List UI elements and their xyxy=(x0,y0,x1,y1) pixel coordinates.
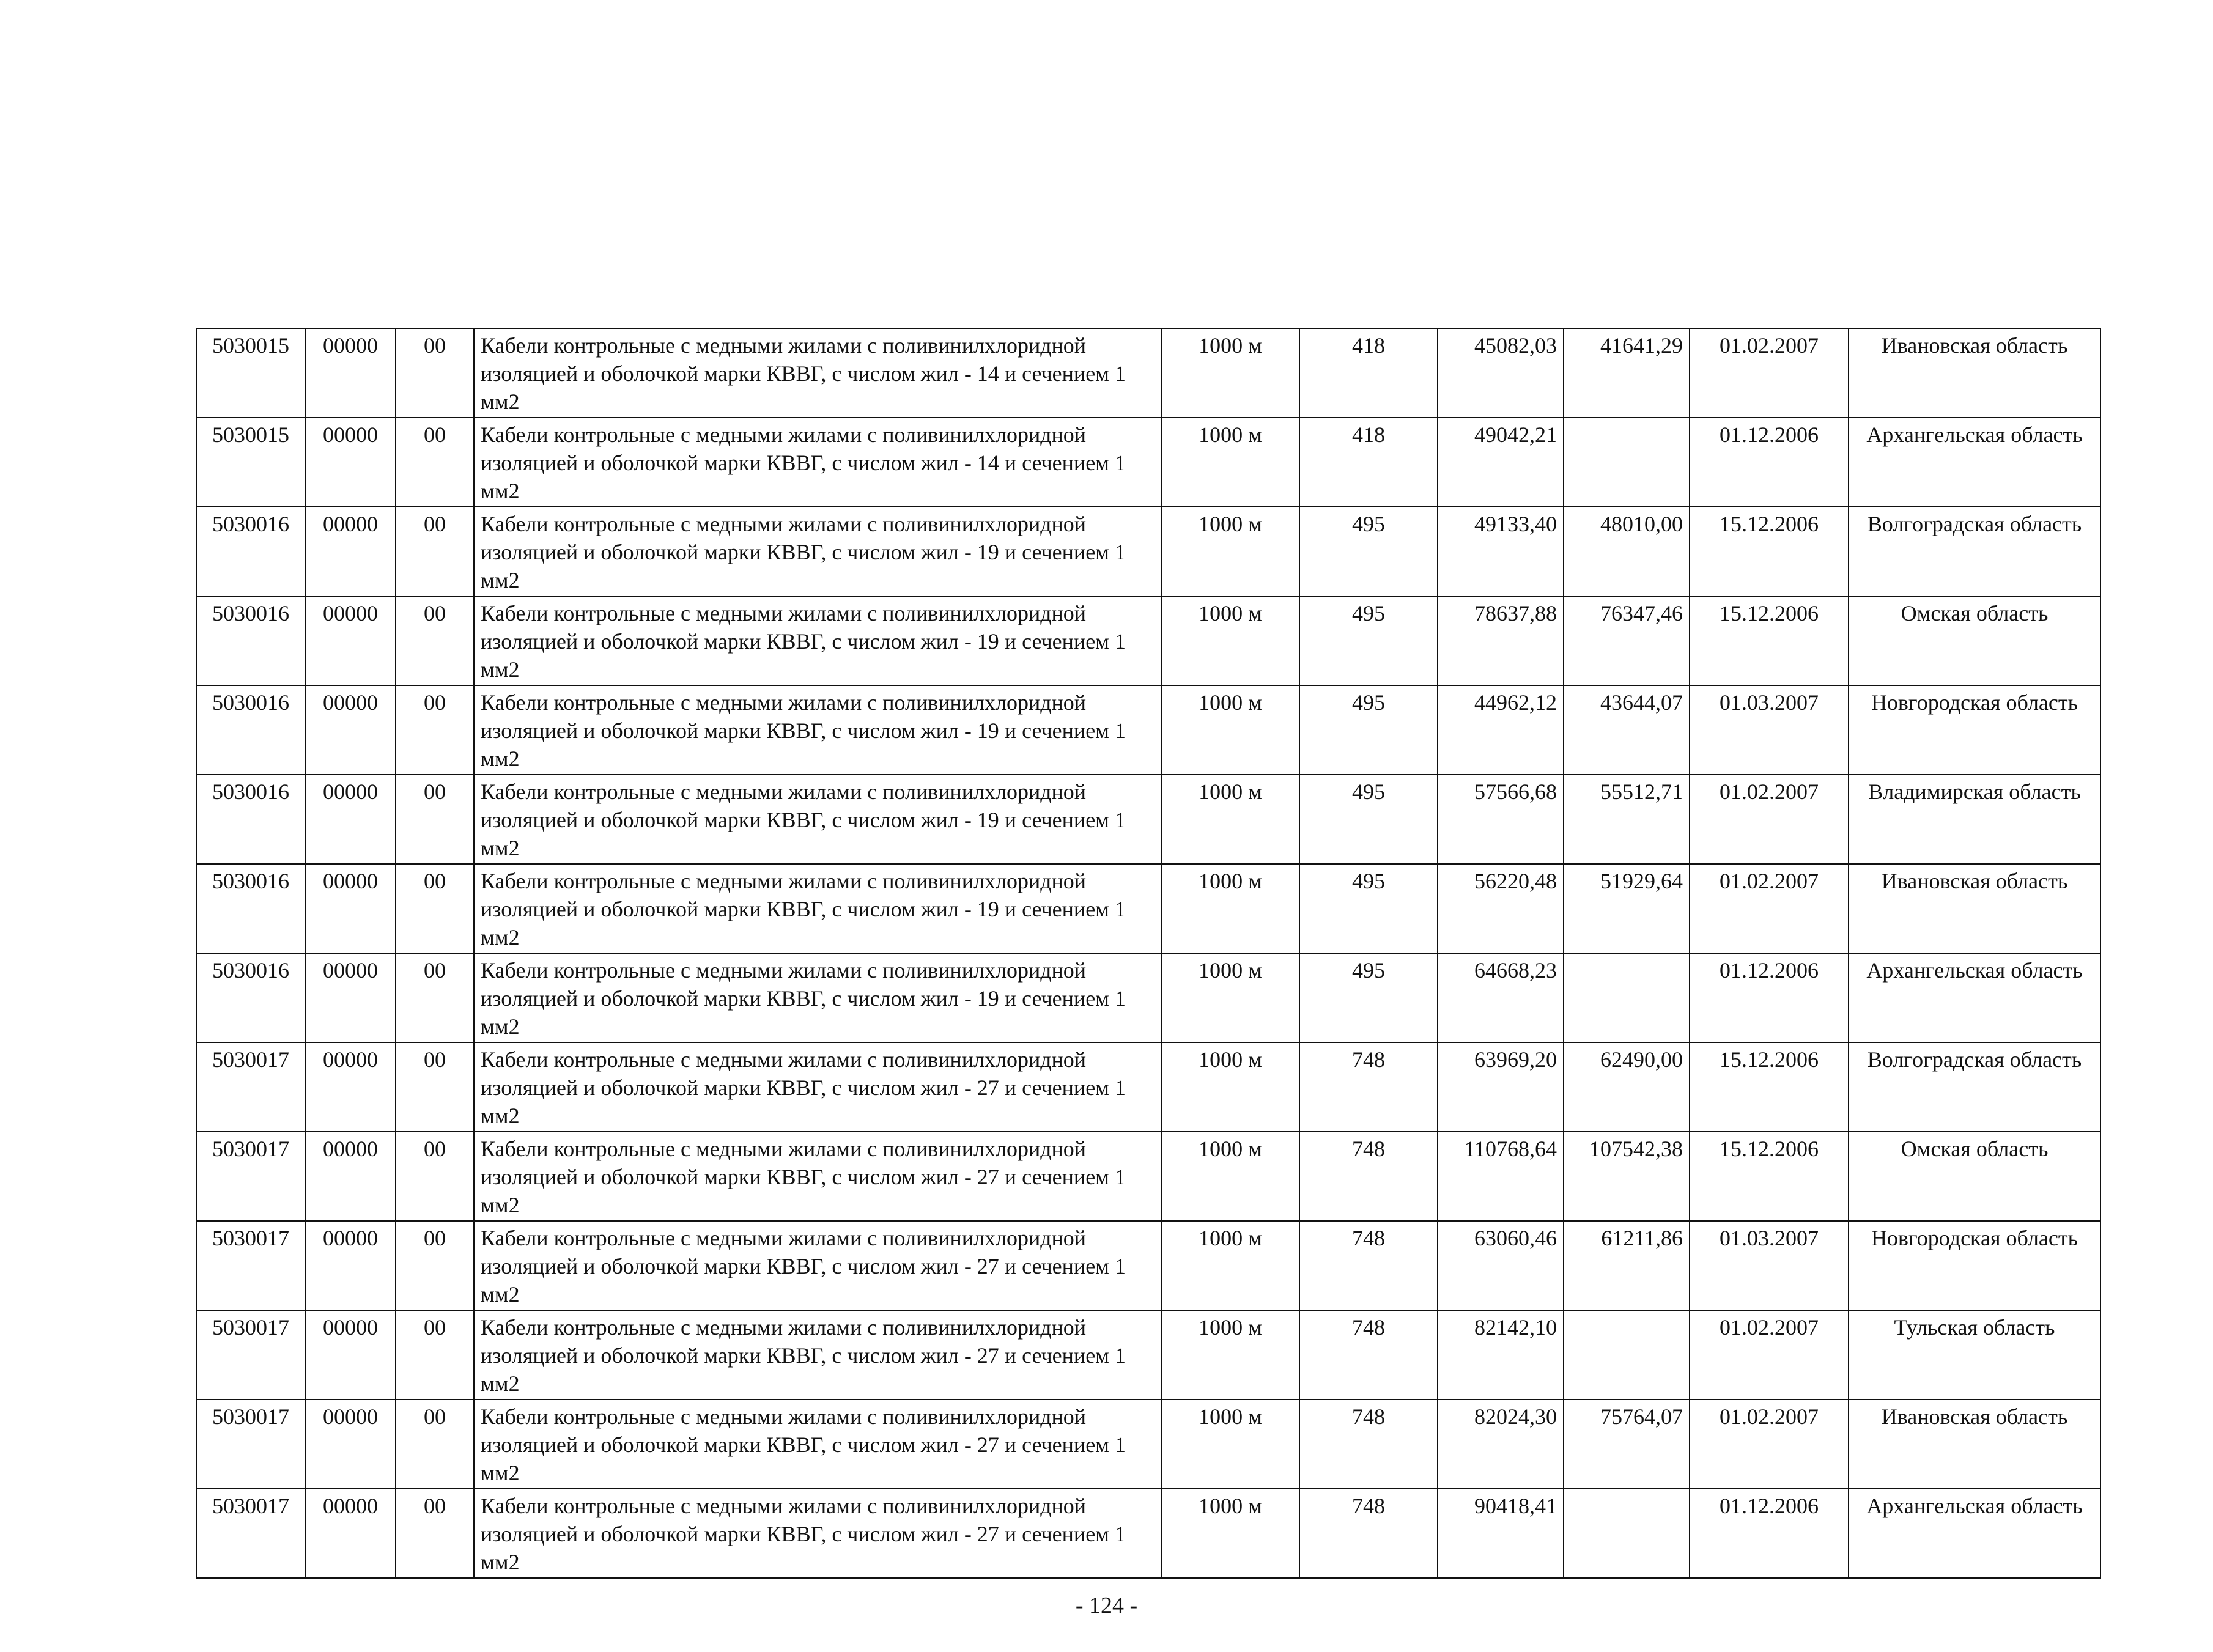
cell-date: 01.02.2007 xyxy=(1690,1310,1849,1399)
cell-unit: 1000 м xyxy=(1161,953,1299,1042)
cell-price: 82024,30 xyxy=(1438,1399,1564,1489)
cell-product-name: Кабели контрольные с медными жилами с поливинилхлоридной изоляцией и оболочкой марки КВВГ, с числом жил - 27 и сечением 1 мм2 xyxy=(474,1042,1161,1132)
cell-product-name: Кабели контрольные с медными жилами с поливинилхлоридной изоляцией и оболочкой марки КВВГ, с числом жил - 14 и сечением 1 мм2 xyxy=(474,418,1161,507)
cell-subcode: 00000 xyxy=(305,864,396,953)
cell-price: 49042,21 xyxy=(1438,418,1564,507)
table-row xyxy=(196,953,2100,1042)
cell-unit-code: 418 xyxy=(1299,328,1438,418)
cell-product-name: Кабели контрольные с медными жилами с поливинилхлоридной изоляцией и оболочкой марки КВВГ, с числом жил - 27 и сечением 1 мм2 xyxy=(474,1132,1161,1221)
cell-subcode: 00000 xyxy=(305,1132,396,1221)
cell-subcode: 00000 xyxy=(305,953,396,1042)
table-row xyxy=(196,1310,2100,1399)
cell-unit-code: 748 xyxy=(1299,1132,1438,1221)
cell-region: Омская область xyxy=(1849,596,2100,685)
cell-unit-code: 748 xyxy=(1299,1489,1438,1578)
cell-product-name: Кабели контрольные с медными жилами с поливинилхлоридной изоляцией и оболочкой марки КВВГ, с числом жил - 27 и сечением 1 мм2 xyxy=(474,1310,1161,1399)
cell-code: 5030017 xyxy=(196,1221,305,1310)
cell-code: 5030016 xyxy=(196,953,305,1042)
cell-price-2 xyxy=(1564,1310,1690,1399)
cell-unit: 1000 м xyxy=(1161,1399,1299,1489)
cell-region: Ивановская область xyxy=(1849,1399,2100,1489)
cell-price: 63060,46 xyxy=(1438,1221,1564,1310)
cell-date: 01.03.2007 xyxy=(1690,685,1849,775)
cell-price-2: 55512,71 xyxy=(1564,775,1690,864)
cell-unit-code: 418 xyxy=(1299,418,1438,507)
cell-product-name: Кабели контрольные с медными жилами с поливинилхлоридной изоляцией и оболочкой марки КВВГ, с числом жил - 27 и сечением 1 мм2 xyxy=(474,1399,1161,1489)
cell-price-2 xyxy=(1564,953,1690,1042)
cell-unit-code: 748 xyxy=(1299,1221,1438,1310)
cell-unit: 1000 м xyxy=(1161,1042,1299,1132)
cell-subcode: 00000 xyxy=(305,596,396,685)
cell-kind: 00 xyxy=(396,953,474,1042)
cell-date: 01.12.2006 xyxy=(1690,953,1849,1042)
cell-region: Архангельская область xyxy=(1849,418,2100,507)
cell-region: Архангельская область xyxy=(1849,1489,2100,1578)
cell-region: Омская область xyxy=(1849,1132,2100,1221)
table-row xyxy=(196,864,2100,953)
cell-subcode: 00000 xyxy=(305,1489,396,1578)
cell-date: 01.02.2007 xyxy=(1690,328,1849,418)
cell-kind: 00 xyxy=(396,1132,474,1221)
cell-region: Новгородская область xyxy=(1849,1221,2100,1310)
cell-unit-code: 495 xyxy=(1299,953,1438,1042)
cell-subcode: 00000 xyxy=(305,507,396,596)
cell-unit: 1000 м xyxy=(1161,1221,1299,1310)
cell-price-2: 61211,86 xyxy=(1564,1221,1690,1310)
cell-unit-code: 748 xyxy=(1299,1310,1438,1399)
table-row xyxy=(196,1132,2100,1221)
cell-product-name: Кабели контрольные с медными жилами с поливинилхлоридной изоляцией и оболочкой марки КВВГ, с числом жил - 14 и сечением 1 мм2 xyxy=(474,328,1161,418)
cell-date: 15.12.2006 xyxy=(1690,596,1849,685)
cell-kind: 00 xyxy=(396,1042,474,1132)
cell-date: 01.02.2007 xyxy=(1690,864,1849,953)
cell-date: 01.03.2007 xyxy=(1690,1221,1849,1310)
cell-unit: 1000 м xyxy=(1161,864,1299,953)
cell-subcode: 00000 xyxy=(305,1310,396,1399)
cell-region: Новгородская область xyxy=(1849,685,2100,775)
table-row xyxy=(196,418,2100,507)
cell-kind: 00 xyxy=(396,418,474,507)
cell-price: 110768,64 xyxy=(1438,1132,1564,1221)
cell-unit: 1000 м xyxy=(1161,418,1299,507)
cell-unit: 1000 м xyxy=(1161,328,1299,418)
cell-price: 45082,03 xyxy=(1438,328,1564,418)
cell-price-2: 107542,38 xyxy=(1564,1132,1690,1221)
cell-price: 90418,41 xyxy=(1438,1489,1564,1578)
cell-product-name: Кабели контрольные с медными жилами с поливинилхлоридной изоляцией и оболочкой марки КВВГ, с числом жил - 19 и сечением 1 мм2 xyxy=(474,507,1161,596)
cell-unit-code: 495 xyxy=(1299,775,1438,864)
cell-region: Тульская область xyxy=(1849,1310,2100,1399)
cell-kind: 00 xyxy=(396,864,474,953)
table-body xyxy=(196,328,2100,1578)
table-row xyxy=(196,507,2100,596)
cell-unit-code: 748 xyxy=(1299,1399,1438,1489)
cell-price-2: 41641,29 xyxy=(1564,328,1690,418)
cell-price-2: 43644,07 xyxy=(1564,685,1690,775)
cell-price: 44962,12 xyxy=(1438,685,1564,775)
cell-subcode: 00000 xyxy=(305,685,396,775)
cell-unit: 1000 м xyxy=(1161,1310,1299,1399)
cell-product-name: Кабели контрольные с медными жилами с поливинилхлоридной изоляцией и оболочкой марки КВВГ, с числом жил - 19 и сечением 1 мм2 xyxy=(474,596,1161,685)
cell-price-2: 48010,00 xyxy=(1564,507,1690,596)
cell-code: 5030017 xyxy=(196,1489,305,1578)
cell-subcode: 00000 xyxy=(305,1042,396,1132)
cell-region: Архангельская область xyxy=(1849,953,2100,1042)
cell-region: Волгоградская область xyxy=(1849,1042,2100,1132)
cell-price-2: 76347,46 xyxy=(1564,596,1690,685)
cell-price-2 xyxy=(1564,1489,1690,1578)
cell-product-name: Кабели контрольные с медными жилами с поливинилхлоридной изоляцией и оболочкой марки КВВГ, с числом жил - 19 и сечением 1 мм2 xyxy=(474,775,1161,864)
page-number: - 124 - xyxy=(1075,1593,1138,1618)
cell-price-2: 75764,07 xyxy=(1564,1399,1690,1489)
cell-price: 57566,68 xyxy=(1438,775,1564,864)
table-row xyxy=(196,1042,2100,1132)
cell-kind: 00 xyxy=(396,775,474,864)
table-row xyxy=(196,1221,2100,1310)
cell-subcode: 00000 xyxy=(305,1399,396,1489)
cell-region: Владимирская область xyxy=(1849,775,2100,864)
cell-kind: 00 xyxy=(396,1310,474,1399)
cell-product-name: Кабели контрольные с медными жилами с поливинилхлоридной изоляцией и оболочкой марки КВВГ, с числом жил - 27 и сечением 1 мм2 xyxy=(474,1221,1161,1310)
cell-code: 5030017 xyxy=(196,1132,305,1221)
cell-code: 5030015 xyxy=(196,418,305,507)
cell-price: 63969,20 xyxy=(1438,1042,1564,1132)
cell-date: 15.12.2006 xyxy=(1690,507,1849,596)
cell-product-name: Кабели контрольные с медными жилами с поливинилхлоридной изоляцией и оболочкой марки КВВГ, с числом жил - 19 и сечением 1 мм2 xyxy=(474,864,1161,953)
cell-code: 5030016 xyxy=(196,864,305,953)
table-row xyxy=(196,1399,2100,1489)
cell-kind: 00 xyxy=(396,1221,474,1310)
cell-product-name: Кабели контрольные с медными жилами с поливинилхлоридной изоляцией и оболочкой марки КВВГ, с числом жил - 19 и сечением 1 мм2 xyxy=(474,953,1161,1042)
cell-code: 5030015 xyxy=(196,328,305,418)
cell-region: Волгоградская область xyxy=(1849,507,2100,596)
cell-price-2 xyxy=(1564,418,1690,507)
cell-code: 5030016 xyxy=(196,596,305,685)
cell-code: 5030016 xyxy=(196,685,305,775)
cell-date: 15.12.2006 xyxy=(1690,1132,1849,1221)
cell-unit: 1000 м xyxy=(1161,1489,1299,1578)
cell-product-name: Кабели контрольные с медными жилами с поливинилхлоридной изоляцией и оболочкой марки КВВГ, с числом жил - 19 и сечением 1 мм2 xyxy=(474,685,1161,775)
cell-unit-code: 495 xyxy=(1299,864,1438,953)
cell-price: 82142,10 xyxy=(1438,1310,1564,1399)
cell-kind: 00 xyxy=(396,1399,474,1489)
cell-code: 5030017 xyxy=(196,1042,305,1132)
cell-unit: 1000 м xyxy=(1161,775,1299,864)
cell-price: 64668,23 xyxy=(1438,953,1564,1042)
table-row xyxy=(196,1489,2100,1578)
cell-subcode: 00000 xyxy=(305,1221,396,1310)
cell-date: 01.02.2007 xyxy=(1690,1399,1849,1489)
cell-region: Ивановская область xyxy=(1849,328,2100,418)
table-row xyxy=(196,775,2100,864)
cell-kind: 00 xyxy=(396,328,474,418)
cell-unit: 1000 м xyxy=(1161,596,1299,685)
cell-product-name: Кабели контрольные с медными жилами с поливинилхлоридной изоляцией и оболочкой марки КВВГ, с числом жил - 27 и сечением 1 мм2 xyxy=(474,1489,1161,1578)
table-row xyxy=(196,685,2100,775)
cell-subcode: 00000 xyxy=(305,328,396,418)
cell-kind: 00 xyxy=(396,685,474,775)
cell-price: 56220,48 xyxy=(1438,864,1564,953)
cell-date: 01.12.2006 xyxy=(1690,1489,1849,1578)
cell-subcode: 00000 xyxy=(305,775,396,864)
cell-date: 01.02.2007 xyxy=(1690,775,1849,864)
cell-price-2: 51929,64 xyxy=(1564,864,1690,953)
cell-subcode: 00000 xyxy=(305,418,396,507)
price-table xyxy=(196,328,2101,1579)
cell-code: 5030016 xyxy=(196,507,305,596)
table-row xyxy=(196,596,2100,685)
cell-price: 49133,40 xyxy=(1438,507,1564,596)
cell-unit-code: 495 xyxy=(1299,685,1438,775)
cell-date: 01.12.2006 xyxy=(1690,418,1849,507)
cell-price-2: 62490,00 xyxy=(1564,1042,1690,1132)
cell-code: 5030017 xyxy=(196,1399,305,1489)
cell-kind: 00 xyxy=(396,507,474,596)
cell-date: 15.12.2006 xyxy=(1690,1042,1849,1132)
cell-unit-code: 495 xyxy=(1299,507,1438,596)
cell-price: 78637,88 xyxy=(1438,596,1564,685)
cell-kind: 00 xyxy=(396,596,474,685)
cell-unit: 1000 м xyxy=(1161,1132,1299,1221)
cell-code: 5030017 xyxy=(196,1310,305,1399)
cell-region: Ивановская область xyxy=(1849,864,2100,953)
cell-code: 5030016 xyxy=(196,775,305,864)
cell-unit-code: 748 xyxy=(1299,1042,1438,1132)
cell-unit-code: 495 xyxy=(1299,596,1438,685)
cell-unit: 1000 м xyxy=(1161,507,1299,596)
cell-unit: 1000 м xyxy=(1161,685,1299,775)
cell-kind: 00 xyxy=(396,1489,474,1578)
table-row xyxy=(196,328,2100,418)
